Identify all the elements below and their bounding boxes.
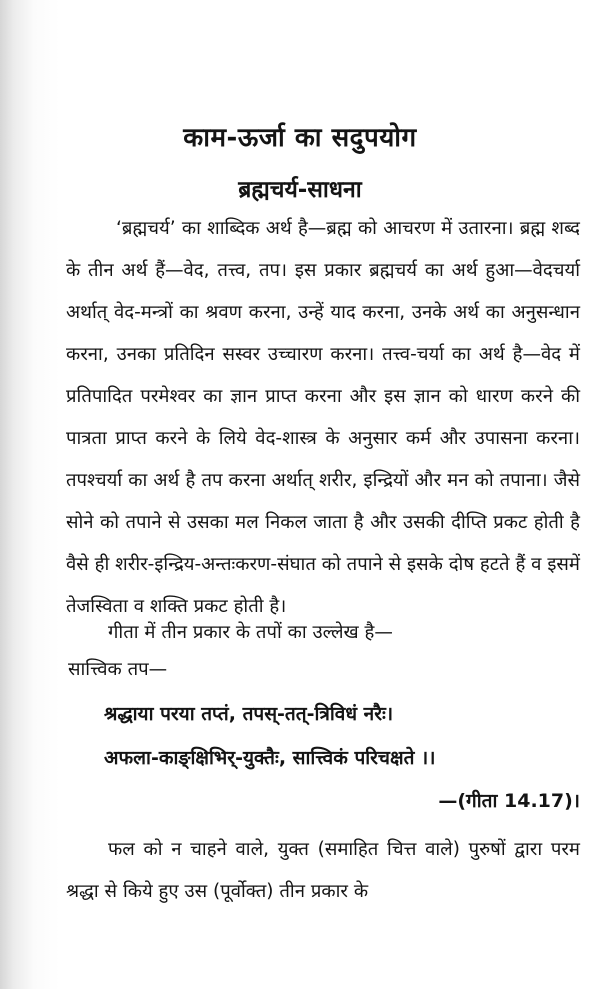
sattvik-tap-label: सात्त्विक तप—: [68, 659, 168, 680]
section-title: ब्रह्मचर्य-साधना: [238, 177, 362, 203]
chapter-title: काम-ऊर्जा का सदुपयोग: [183, 123, 417, 153]
paragraph-gita-intro: गीता में तीन प्रकार के तपों का उल्लेख है—: [108, 622, 393, 643]
verse-reference: —(गीता 14.17)।: [438, 790, 580, 812]
paragraph-brahmacharya-meaning: ‘ब्रह्मचर्य’ का शाब्दिक अर्थ है—ब्रह्म को आचरण में उतारना। ब्रह्म शब्द के तीन अर्थ हैं—वेद, तत्त्व, तप। इस प्रकार ब्रह्मचर्य का अर्थ हुआ—वेदचर्या अर्थात् वेद-मन्त्रों का श्रवण करना, उन्हें याद करना, उनके अर्थ का अनुसन्धान करना, उनका प्रतिदिन सस्वर उच्चारण करना। तत्त्व-चर्या का अर्थ है—वेद में प्रतिपादित परमेश्वर का ज्ञान प्राप्त करना और इस ज्ञान को धारण करने की पात्रता प्राप्त करने के लिये वेद-शास्त्र के अनुसार कर्म और उपासना करना। तपश्चर्या का अर्थ है तप करना अर्थात् शरीर, इन्द्रियों और मन को तपाना। जैसे सोने को तपाने से उसका मल निकल जाता है और उसकी दीप्ति प्रकट होती है वैसे ही शरीर-इन्द्रिय-अन्तःकरण-संघात को तपाने से इसके दोष हटते हैं व इसमें तेजस्विता व शक्ति प्रकट होती है।: [66, 218, 580, 617]
verse-line-1: श्रद्धाया परया तप्तं, तपस्-तत्-त्रिविधं नरैः।: [104, 703, 394, 725]
verse-line-2: अफला-काङ्क्षिभिर्-युक्तैः, सात्त्विकं परिचक्षते ।।: [104, 747, 436, 769]
paragraph-verse-explanation: फल को न चाहने वाले, युक्त (समाहित चित्त वाले) पुरुषों द्वारा परम श्रद्धा से किये हुए उस (पूर्वोक्त) तीन प्रकार के: [66, 839, 580, 902]
